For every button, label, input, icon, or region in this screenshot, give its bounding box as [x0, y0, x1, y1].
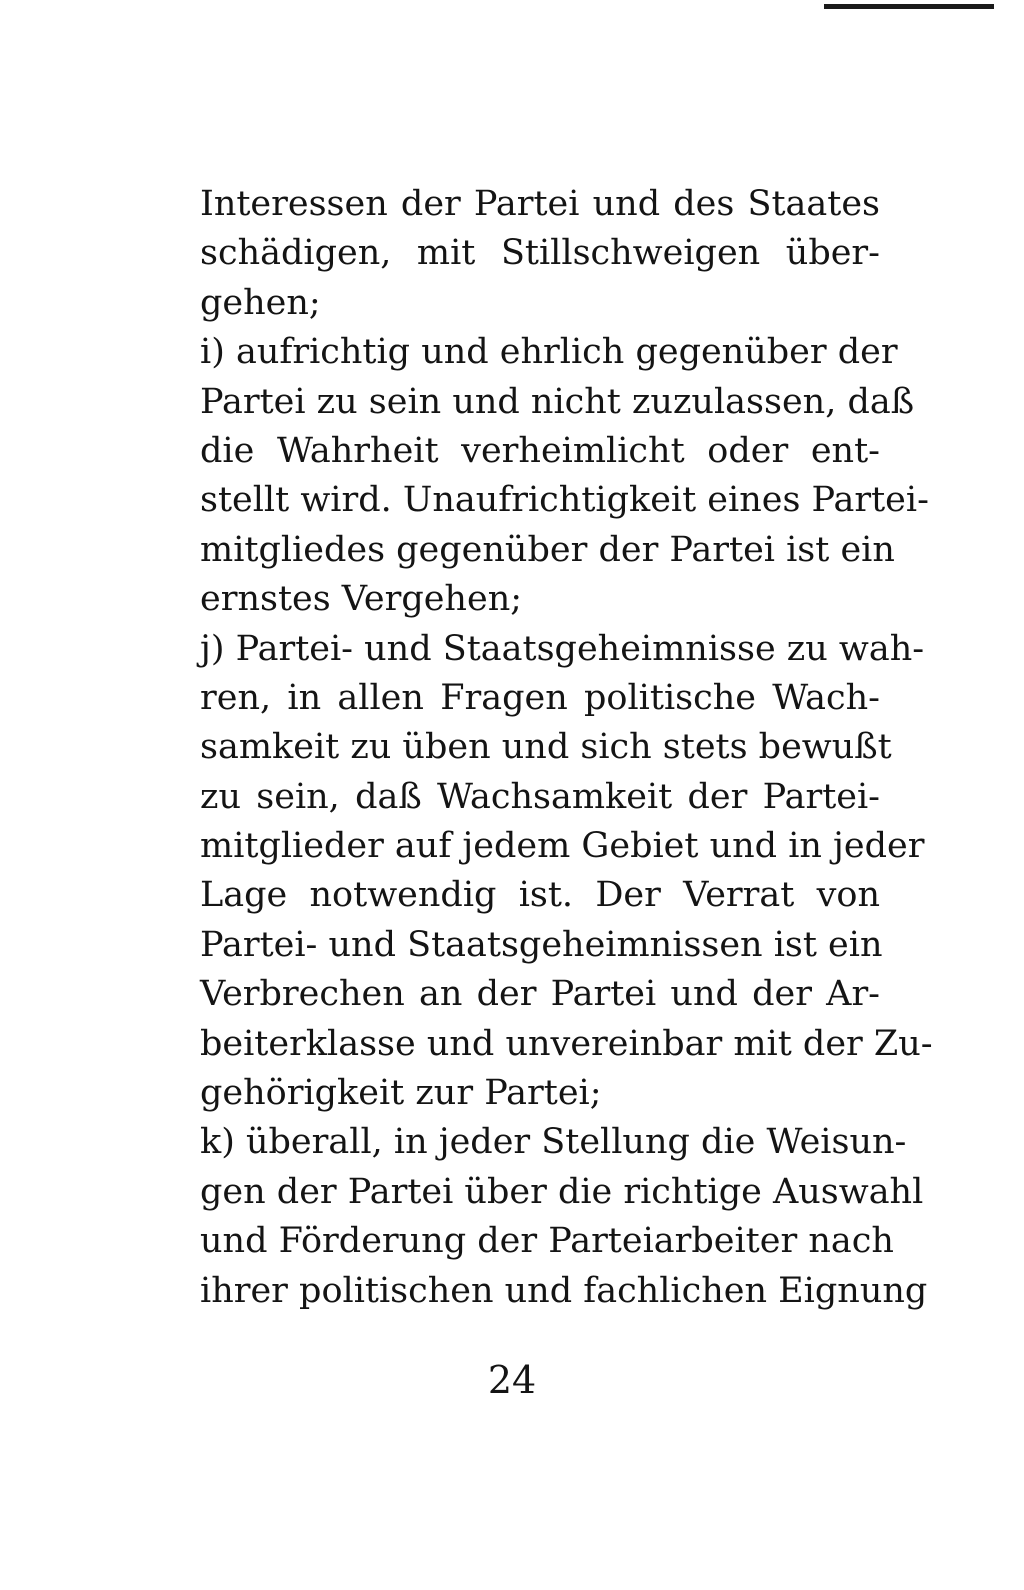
text-line: Partei zu sein und nicht zuzulassen, daß — [200, 381, 915, 422]
text-line: beiterklasse und unvereinbar mit der Zu- — [200, 1023, 933, 1064]
text-line: ernstes Vergehen; — [200, 579, 523, 620]
text-line: die Wahrheit verheimlicht oder ent- — [200, 430, 880, 471]
text-line: zu sein, daß Wachsamkeit der Partei- — [200, 776, 880, 817]
text-line: stellt wird. Unaufrichtigkeit eines Partei- — [200, 480, 929, 521]
text-line: Lage notwendig ist. Der Verrat von — [200, 875, 880, 916]
text-line: mitgliedes gegenüber der Partei ist ein — [200, 529, 895, 570]
text-line: gehen; — [200, 282, 321, 323]
text-line: ihrer politischen und fachlichen Eignung — [200, 1270, 928, 1311]
text-line: gen der Partei über die richtige Auswahl — [200, 1171, 924, 1212]
text-line: ren, in allen Fragen politische Wach- — [200, 677, 880, 718]
text-line: gehörigkeit zur Partei; — [200, 1073, 602, 1114]
text-line: mitglieder auf jedem Gebiet und in jeder — [200, 826, 925, 867]
text-line: k) überall, in jeder Stellung die Weisun- — [200, 1122, 907, 1163]
text-line: Verbrechen an der Partei und der Ar- — [200, 974, 880, 1015]
text-line: und Förderung der Parteiarbeiter nach — [200, 1221, 894, 1262]
text-line: samkeit zu üben und sich stets bewußt — [200, 727, 892, 768]
text-line: Partei- und Staatsgeheimnissen ist ein — [200, 924, 883, 965]
text-line: Interessen der Partei und des Staates — [200, 184, 880, 224]
body-text — [200, 180, 933, 1316]
page-number: 24 — [487, 1358, 537, 1402]
text-line: schädigen, mit Stillschweigen über- — [200, 233, 880, 274]
text-line: i) aufrichtig und ehrlich gegenüber der — [200, 332, 898, 373]
text-line: j) Partei- und Staatsgeheimnisse zu wah- — [200, 628, 925, 669]
top-edge-mark — [824, 4, 994, 9]
